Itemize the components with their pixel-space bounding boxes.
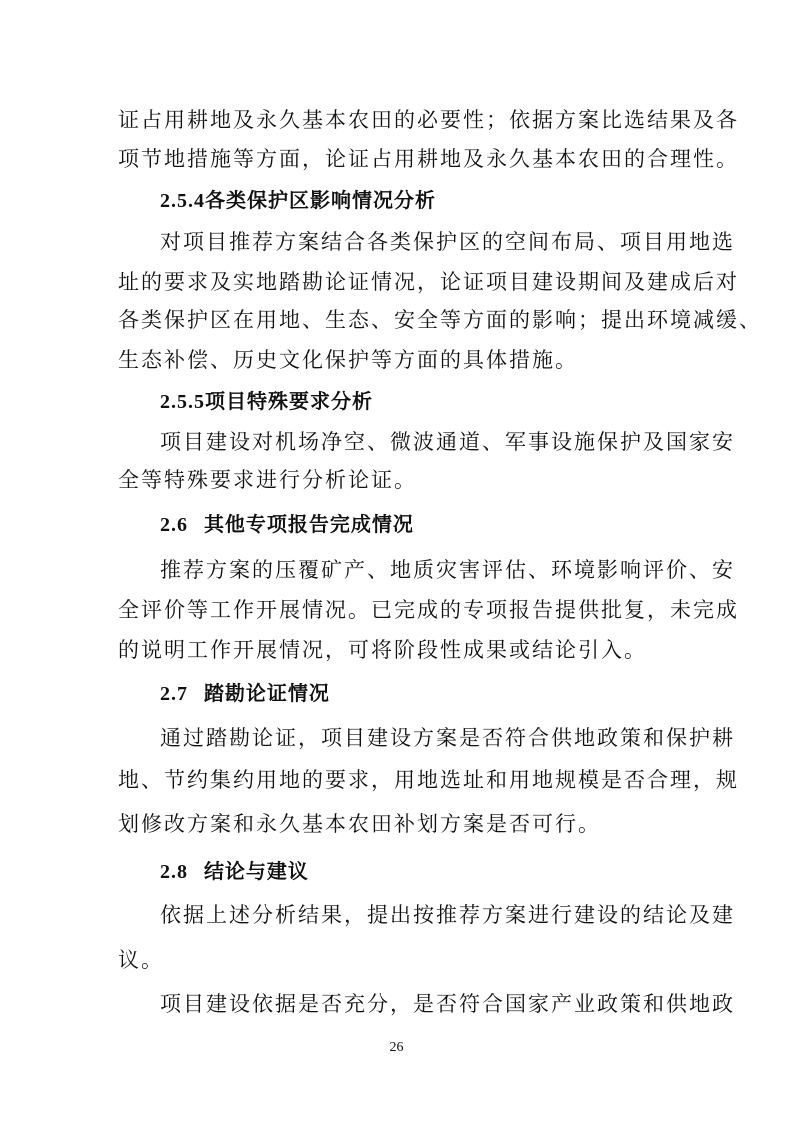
paragraph-line: 依据上述分析结果，提出按推荐方案进行建设的结论及建 — [160, 903, 735, 927]
section-heading-2-8 — [160, 857, 309, 886]
paragraph-line: 址的要求及实地踏勘论证情况，论证项目建设期间及建成后对 — [118, 270, 739, 294]
section-title: 结论与建议 — [203, 859, 309, 883]
section-title: 各类保护区影响情况分析 — [205, 188, 436, 212]
paragraph-line: 生态补偿、历史文化保护等方面的具体措施。 — [118, 348, 578, 372]
section-number: 2.6 — [160, 514, 188, 536]
paragraph-line: 证占用耕地及永久基本农田的必要性；依据方案比选结果及各 — [118, 108, 739, 132]
paragraph-line: 全评价等工作开展情况。已完成的专项报告提供批复，未完成 — [118, 598, 739, 622]
section-title: 项目特殊要求分析 — [205, 389, 373, 413]
paragraph-line: 对项目推荐方案结合各类保护区的空间布局、项目用地选 — [160, 230, 735, 254]
section-heading-2-5-5 — [160, 387, 373, 416]
section-heading-2-7 — [160, 679, 330, 708]
paragraph-line: 全等特殊要求进行分析论证。 — [118, 468, 417, 492]
section-number: 2.8 — [160, 861, 188, 883]
paragraph-line: 地、节约集约用地的要求，用地选址和用地规模是否合理，规 — [118, 768, 739, 792]
paragraph-line: 项目建设依据是否充分，是否符合国家产业政策和供地政 — [160, 992, 735, 1016]
section-title: 踏勘论证情况 — [203, 681, 330, 705]
paragraph-line: 议。 — [118, 948, 164, 972]
paragraph-line: 项目建设对机场净空、微波通道、军事设施保护及国家安 — [160, 430, 735, 454]
paragraph-line: 划修改方案和永久基本农田补划方案是否可行。 — [118, 812, 601, 836]
paragraph-line: 的说明工作开展情况，可将阶段性成果或结论引入。 — [118, 638, 647, 662]
section-number: 2.5.4 — [160, 190, 205, 212]
paragraph-line: 通过踏勘论证，项目建设方案是否符合供地政策和保护耕 — [160, 726, 735, 750]
section-number: 2.5.5 — [160, 391, 205, 413]
section-title: 其他专项报告完成情况 — [203, 512, 414, 536]
paragraph-line: 推荐方案的压覆矿产、地质灾害评估、环境影响评价、安 — [160, 558, 735, 582]
page-number: 26 — [389, 1040, 404, 1055]
section-heading-2-5-4 — [160, 186, 436, 215]
paragraph-line: 各类保护区在用地、生态、安全等方面的影响；提出环境减缓、 — [118, 308, 762, 332]
paragraph-line: 项节地措施等方面，论证占用耕地及永久基本农田的合理性。 — [118, 147, 739, 171]
section-heading-2-6 — [160, 510, 414, 539]
section-number: 2.7 — [160, 683, 188, 705]
